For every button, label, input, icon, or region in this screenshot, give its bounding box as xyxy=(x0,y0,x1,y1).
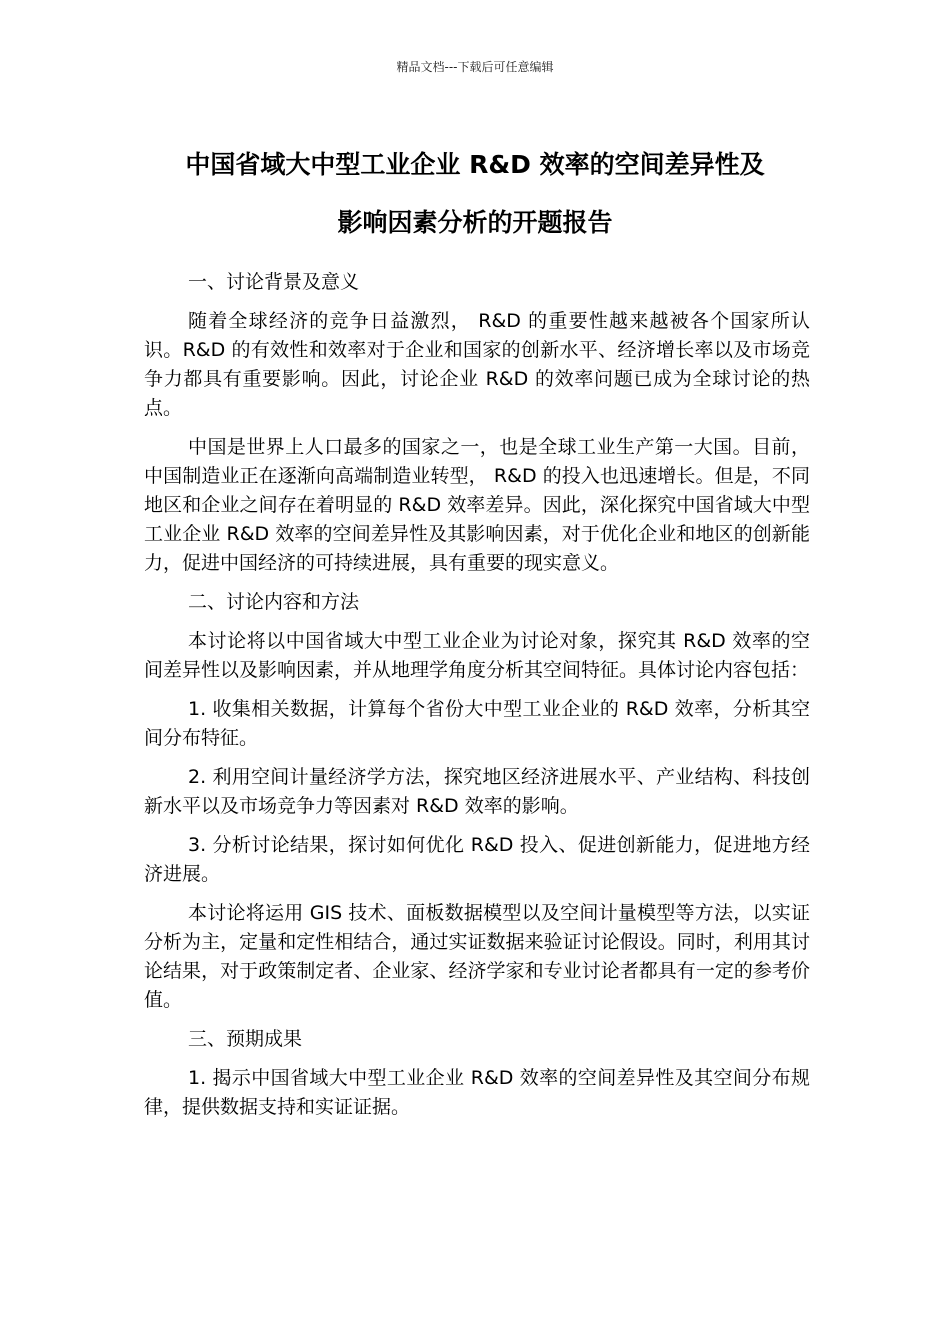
section-heading-background: 一、讨论背景及意义 xyxy=(188,271,360,293)
paragraph-content-intro: 本讨论将以中国省域大中型工业企业为讨论对象，探究其 R&D 效率的空间差异性以及影响因素，并从地理学角度分析其空间特征。具体讨论内容包括： xyxy=(144,630,810,681)
header-note: 精品文档---下载后可任意编辑 xyxy=(396,60,554,74)
section-heading-expected-results: 三、预期成果 xyxy=(188,1028,303,1050)
title-line-1: 中国省域大中型工业企业 R&D 效率的空间差异性及 xyxy=(185,150,765,179)
list-item-results-1: 1. 揭示中国省域大中型工业企业 R&D 效率的空间差异性及其空间分布规律，提供数据支持和实证证据。 xyxy=(144,1067,810,1118)
list-item-content-2: 2. 利用空间计量经济学方法，探究地区经济进展水平、产业结构、科技创新水平以及市场竞争力等因素对 R&D 效率的影响。 xyxy=(144,766,810,817)
section-heading-content-methods: 二、讨论内容和方法 xyxy=(188,591,360,613)
paragraph-background-1: 随着全球经济的竞争日益激烈， R&D 的重要性越来越被各个国家所认识。R&D 的有效性和效率对于企业和国家的创新水平、经济增长率以及市场竞争力都具有重要影响。因此，讨论企业 R&D 的效率问题已成为全球讨论的热点。 xyxy=(144,310,810,419)
document-body xyxy=(144,268,810,1132)
title-line-2: 影响因素分析的开题报告 xyxy=(337,208,613,237)
paragraph-background-2: 中国是世界上人口最多的国家之一，也是全球工业生产第一大国。目前，中国制造业正在逐渐向高端制造业转型， R&D 的投入也迅速增长。但是，不同地区和企业之间存在着明显的 R&D 效率差异。因此，深化探究中国省域大中型工业企业 R&D 效率的空间差异性及其影响因素，对于优化企业和地区的创新能力，促进中国经济的可持续进展，具有重要的现实意义。 xyxy=(144,436,810,574)
paragraph-methods: 本讨论将运用 GIS 技术、面板数据模型以及空间计量模型等方法，以实证分析为主，定量和定性相结合，通过实证数据来验证讨论假设。同时，利用其讨论结果，对于政策制定者、企业家、经济学家和专业讨论者都具有一定的参考价值。 xyxy=(144,902,810,1011)
document-title xyxy=(140,136,810,252)
list-item-content-3: 3. 分析讨论结果，探讨如何优化 R&D 投入、促进创新能力，促进地方经济进展。 xyxy=(144,834,810,885)
list-item-content-1: 1. 收集相关数据，计算每个省份大中型工业企业的 R&D 效率，分析其空间分布特征。 xyxy=(144,698,810,749)
